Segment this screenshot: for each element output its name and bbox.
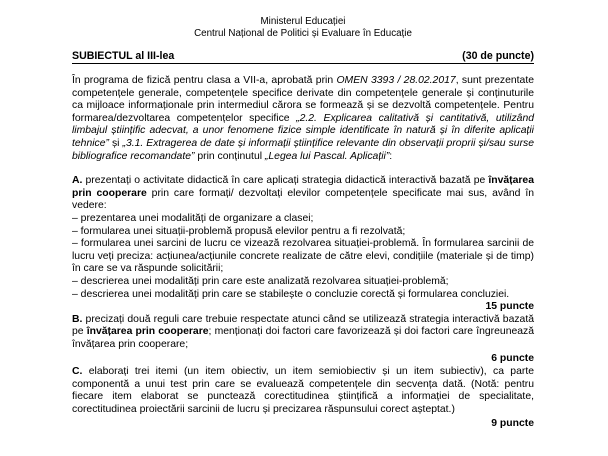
item-c [72,366,534,431]
omen-reference: OMEN 3393 / 28.02.2017 [336,75,456,86]
item-b-points: 6 puncte [491,353,534,365]
item-b-bold: învățarea prin cooperare [86,326,209,338]
item-b-text2: ; menționați doi factori care favorizează și doi factori care îngreunează învățarea prin cooperare; [72,326,535,350]
item-a-text2: prin care formați/ dezvoltați elevilor competențele specificate mai sus, având în vedere: [72,187,534,212]
ministry-name: Ministerul Educației [260,16,346,27]
item-c-text1: elaborați trei itemi (un item obiectiv, un item semiobiectiv și un item subiectiv), ca parte componentă a unui test prin care se evaluează competențele din secvența dată. (Notă: pentru fiecare item elaborat se punctează corectitudinea științifică a informației de specialitate, corectitudinea proiectării sarcinii de lucru și precizarea răspunsului corect așteptat.) [72,366,534,415]
item-c-letter: C. [72,366,83,378]
competence-3-1: „3.1. Extragerea de date și informații științifice relevante din observații proprii și/sau surse bibliografice recomandate” [72,137,535,162]
intro-part2: , sunt prezentate competențele generale, competențele specifice derivate din competențele generale și conținuturile ca mijloace informaționale prin intermediul cărora se formează și se dezvoltă competențele. Pentru formarea/dezvoltarea competențelor specifice [72,75,535,124]
competence-2-2: „2.2. Explicarea calitativă și cantitativă, utilizând limbajul științific adecvat, a unor fenomene fizice simple identificate în natură și în diferite aplicații tehnice” [72,112,534,149]
intro-part1: În programa de fizică pentru clasa a VII-a, aprobată prin [72,75,337,86]
intro-and: și [108,137,123,149]
item-a-bold: învățarea prin cooperare [72,175,534,199]
exam-page [72,16,534,431]
subject-title-bar [72,50,534,64]
intro-end: : [389,150,393,162]
item-a-letter: A. [72,175,83,187]
document-header [72,16,534,40]
item-a-bullet-list [72,213,534,301]
subject-points: (30 de puncte) [462,50,534,62]
item-c-points: 9 puncte [491,418,534,430]
center-name: Centrul Național de Politici și Evaluare în Educație [194,28,412,39]
content-title: „Legea lui Pascal. Aplicații” [264,150,390,162]
item-b-letter: B. [72,313,83,325]
intro-part3: prin conținutul [194,150,265,162]
list-item: – descrierea unei modalități prin care se stabilește o concluzie corectă și formularea concluziei. [72,288,510,300]
subject-title: SUBIECTUL al III-lea [72,50,175,62]
list-item: – formularea unei sarcini de lucru ce vizează rezolvarea situației-problemă. În formularea sarcinii de lucru veți preciza: acțiunea/acțiunile concrete realizate de către elevi, condițiile (materiale și de timp) în care se va răspunde solicitării; [72,238,534,275]
list-item: – formularea unei situații-problemă propusă elevilor pentru a fi rezolvată; [72,225,406,237]
item-a [72,175,534,314]
item-a-points: 15 puncte [485,301,534,313]
item-b-statement [72,314,534,352]
item-b [72,314,534,366]
list-item: – prezentarea unei modalități de organizare a clasei; [72,212,314,224]
item-a-statement [72,175,534,213]
item-a-text1: prezentați o activitate didactică în care aplicați strategia didactică interactivă bazată pe [82,175,489,187]
item-c-statement [72,366,534,416]
item-b-text1: precizați două reguli care trebuie respectate atunci când se utilizează strategia interactivă bazată pe [72,313,534,338]
list-item: – descrierea unei modalități prin care este analizată rezolvarea situației-problemă; [72,275,449,287]
intro-paragraph [72,75,534,163]
